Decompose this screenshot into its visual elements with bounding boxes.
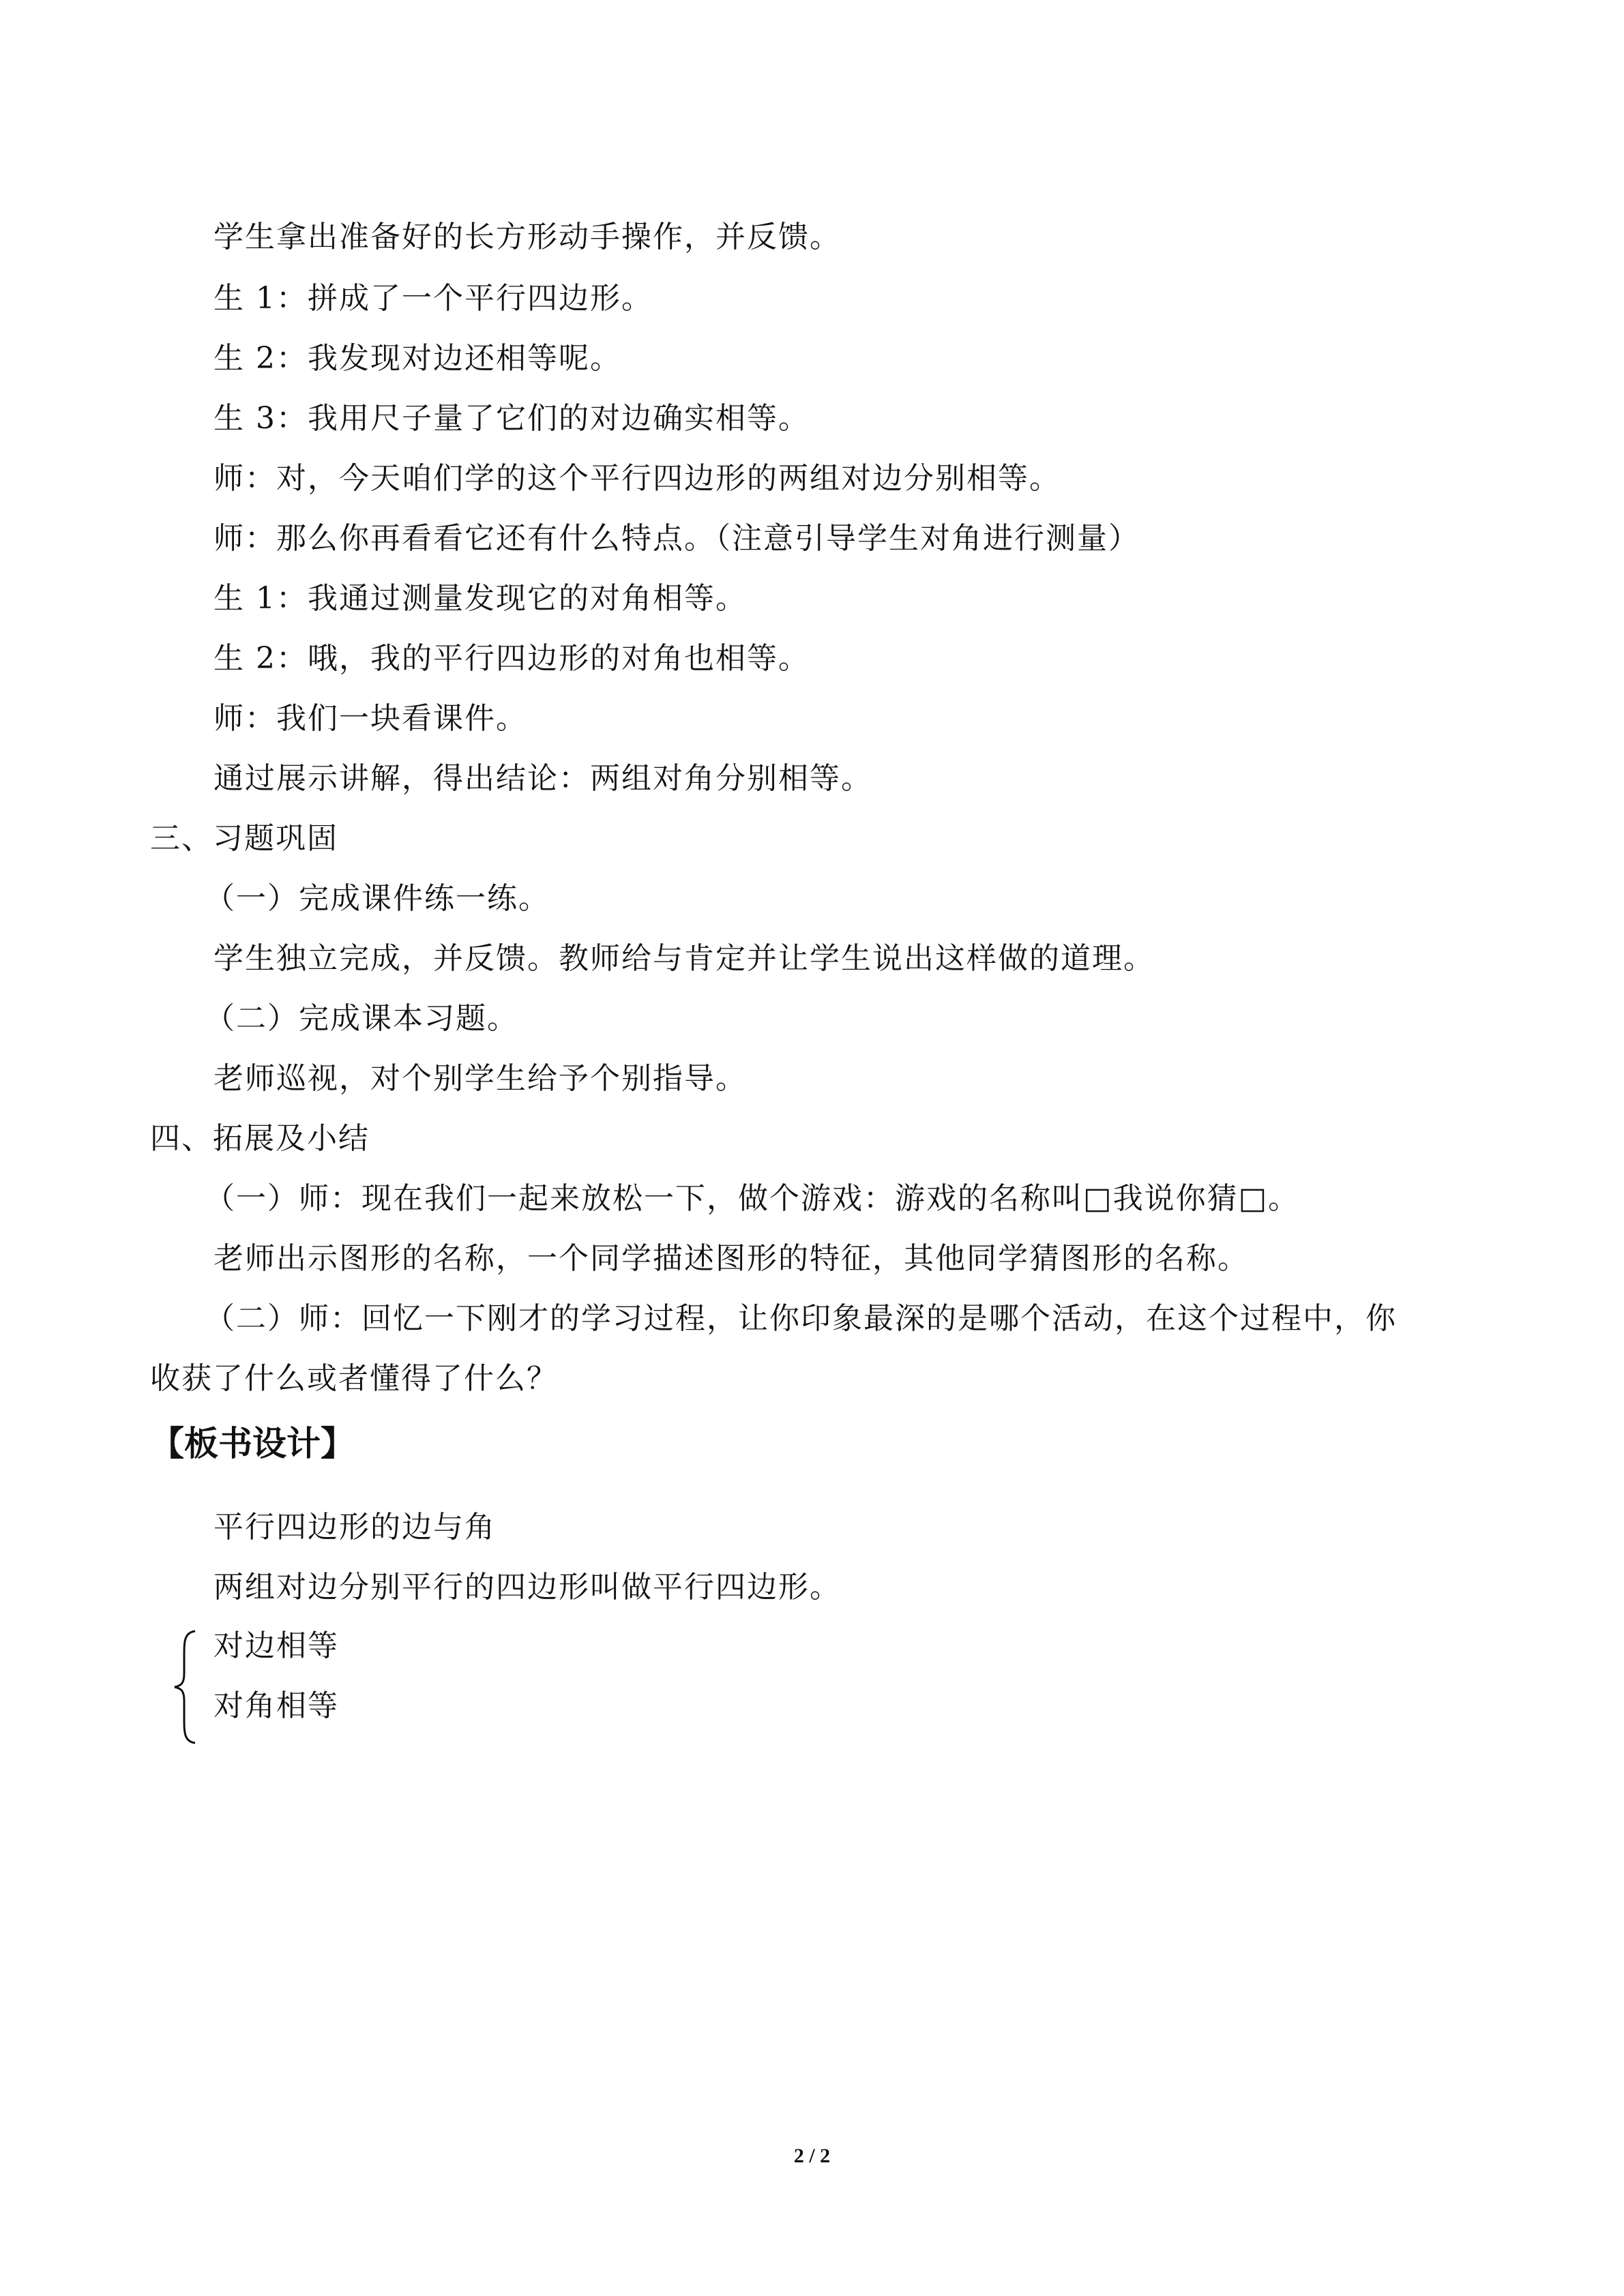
section-line: （二）师：回忆一下刚才的学习过程，让你印象最深的是哪个活动，在这个过程中，你 <box>205 1301 1397 1336</box>
body-line: 生 2：哦，我的平行四边形的对角也相等。 <box>213 641 810 676</box>
board-property: 对角相等 <box>213 1688 339 1723</box>
body-line: 生 1：拼成了一个平行四边形。 <box>213 281 653 316</box>
body-line: 生 1：我通过测量发现它的对角相等。 <box>213 581 747 616</box>
section-line: 老师巡视，对个别学生给予个别指导。 <box>213 1061 747 1096</box>
board-definition: 两组对边分别平行的四边形叫做平行四边形。 <box>213 1570 841 1605</box>
section-line: （一）完成课件练一练。 <box>205 881 550 916</box>
body-line: 通过展示讲解，得出结论：两组对角分别相等。 <box>213 761 872 796</box>
page-number: 2 / 2 <box>793 2145 831 2167</box>
body-line: 师：对，今天咱们学的这个平行四边形的两组对边分别相等。 <box>213 461 1061 496</box>
section-line: 收获了什么或者懂得了什么？ <box>150 1361 558 1396</box>
section-title: 四、拓展及小结 <box>150 1121 370 1156</box>
body-line: 学生拿出准备好的长方形动手操作，并反馈。 <box>213 220 841 254</box>
body-line: 生 2：我发现对边还相等呢。 <box>213 341 621 376</box>
section-line: （二）完成课本习题。 <box>205 1001 518 1036</box>
section-line: （一）师：现在我们一起来放松一下，做个游戏：游戏的名称叫□我说你猜□。 <box>205 1181 1300 1216</box>
section-line: 学生独立完成，并反馈。教师给与肯定并让学生说出这样做的道理。 <box>213 941 1155 976</box>
body-line: 生 3：我用尺子量了它们的对边确实相等。 <box>213 401 810 436</box>
section-title: 三、习题巩固 <box>150 821 338 856</box>
board-property: 对边相等 <box>213 1628 339 1663</box>
body-line: 师：那么你再看看它还有什么特点。（注意引导学生对角进行测量） <box>213 521 1140 556</box>
section-line: 老师出示图形的名称，一个同学描述图形的特征，其他同学猜图形的名称。 <box>213 1241 1249 1276</box>
body-line: 师：我们一块看课件。 <box>213 701 527 736</box>
board-title: 平行四边形的边与角 <box>213 1510 496 1545</box>
brace-icon <box>172 1628 199 1746</box>
board-heading: 【板书设计】 <box>150 1424 355 1463</box>
